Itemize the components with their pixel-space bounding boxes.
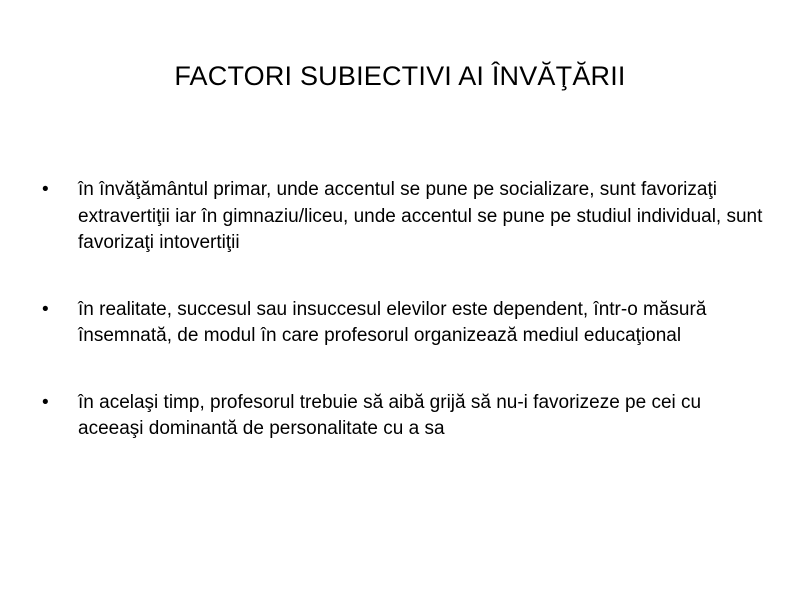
bullet-item <box>40 177 770 257</box>
bullet-icon: • <box>42 391 49 413</box>
bullet-icon: • <box>42 298 49 320</box>
bullet-item <box>40 297 770 350</box>
bullet-list <box>40 177 770 483</box>
bullet-icon: • <box>42 179 49 200</box>
bullet-text: în acelaşi timp, profesorul trebuie să aibă grijă să nu-i favorizeze pe cei cu aceeaşi dominantă de personalitate cu a sa <box>78 391 702 439</box>
slide-title: FACTORI SUBIECTIVI AI ÎNVĂŢĂRII <box>174 61 626 91</box>
bullet-item <box>40 390 770 443</box>
bullet-text: în realitate, succesul sau insuccesul elevilor este dependent, într-o măsură însemnată, de modul în care profesorul organizează mediul educaţional <box>78 298 707 346</box>
bullet-text: în învăţământul primar, unde accentul se pune pe socializare, sunt favorizaţi extravertiţii iar în gimnaziu/liceu, unde accentul se pune pe studiul individual, sunt favorizaţi intovertiţii <box>78 179 763 253</box>
